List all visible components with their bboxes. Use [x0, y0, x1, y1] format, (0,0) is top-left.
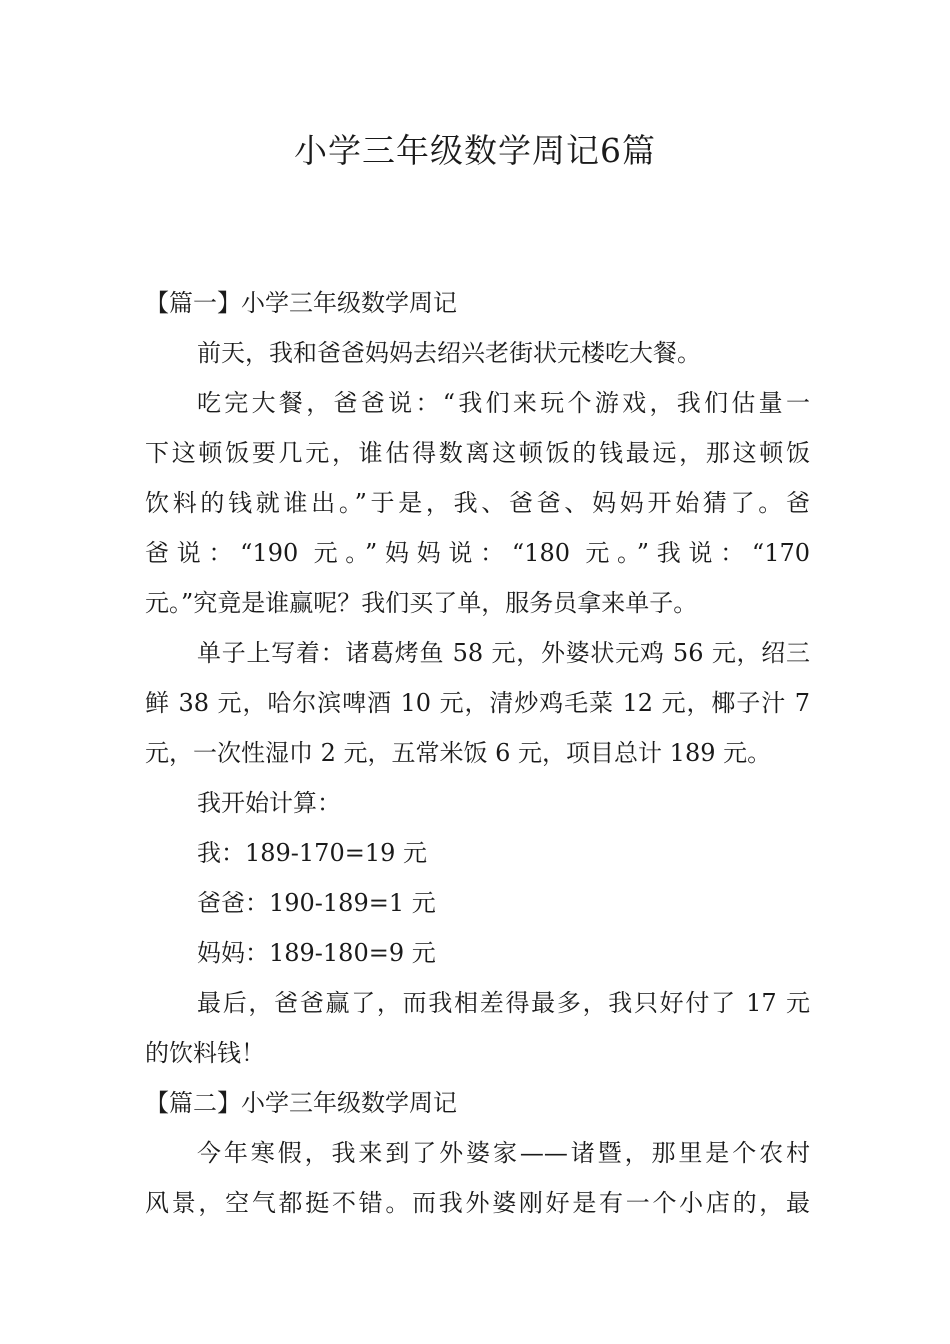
section-heading: 【篇二】小学三年级数学周记	[145, 1089, 457, 1117]
paragraph-line: 最后，爸爸赢了，而我相差得最多，我只好付了 17 元	[197, 989, 810, 1017]
paragraph-line: 前天，我和爸爸妈妈去绍兴老街状元楼吃大餐。	[197, 339, 701, 367]
paragraph-line: 元。”究竟是谁赢呢？我们买了单，服务员拿来单子。	[145, 589, 698, 617]
document-body	[145, 278, 810, 1228]
paragraph-line: 我开始计算：	[197, 789, 341, 817]
paragraph-line: 的饮料钱！	[145, 1039, 265, 1067]
paragraph-line: 单子上写着：诸葛烤鱼 58 元，外婆状元鸡 56 元，绍三	[197, 639, 810, 667]
paragraph-line: 饮料的钱就谁出。”于是，我、爸爸、妈妈开始猜了。爸	[145, 489, 810, 517]
document-title: 小学三年级数学周记6篇	[294, 131, 656, 170]
calculation-line: 妈妈：189-180=9 元	[197, 939, 436, 967]
section-heading: 【篇一】小学三年级数学周记	[145, 289, 457, 317]
calculation-line: 我：189-170=19 元	[197, 839, 428, 867]
paragraph-line: 鲜 38 元，哈尔滨啤酒 10 元，清炒鸡毛菜 12 元，椰子汁 7	[145, 689, 810, 717]
paragraph-line: 吃完大餐，爸爸说：“我们来玩个游戏，我们估量一	[197, 389, 810, 417]
paragraph-line: 风景，空气都挺不错。而我外婆刚好是有一个小店的，最	[145, 1189, 810, 1217]
paragraph-line: 爸说：“190 元。”妈妈说：“180 元。”我说：“170	[145, 539, 810, 567]
paragraph-line: 下这顿饭要几元，谁估得数离这顿饭的钱最远，那这顿饭	[145, 439, 810, 467]
paragraph-line: 今年寒假，我来到了外婆家——诸暨，那里是个农村	[197, 1139, 810, 1167]
calculation-line: 爸爸：190-189=1 元	[197, 889, 436, 917]
paragraph-line: 元，一次性湿巾 2 元，五常米饭 6 元，项目总计 189 元。	[145, 739, 772, 767]
